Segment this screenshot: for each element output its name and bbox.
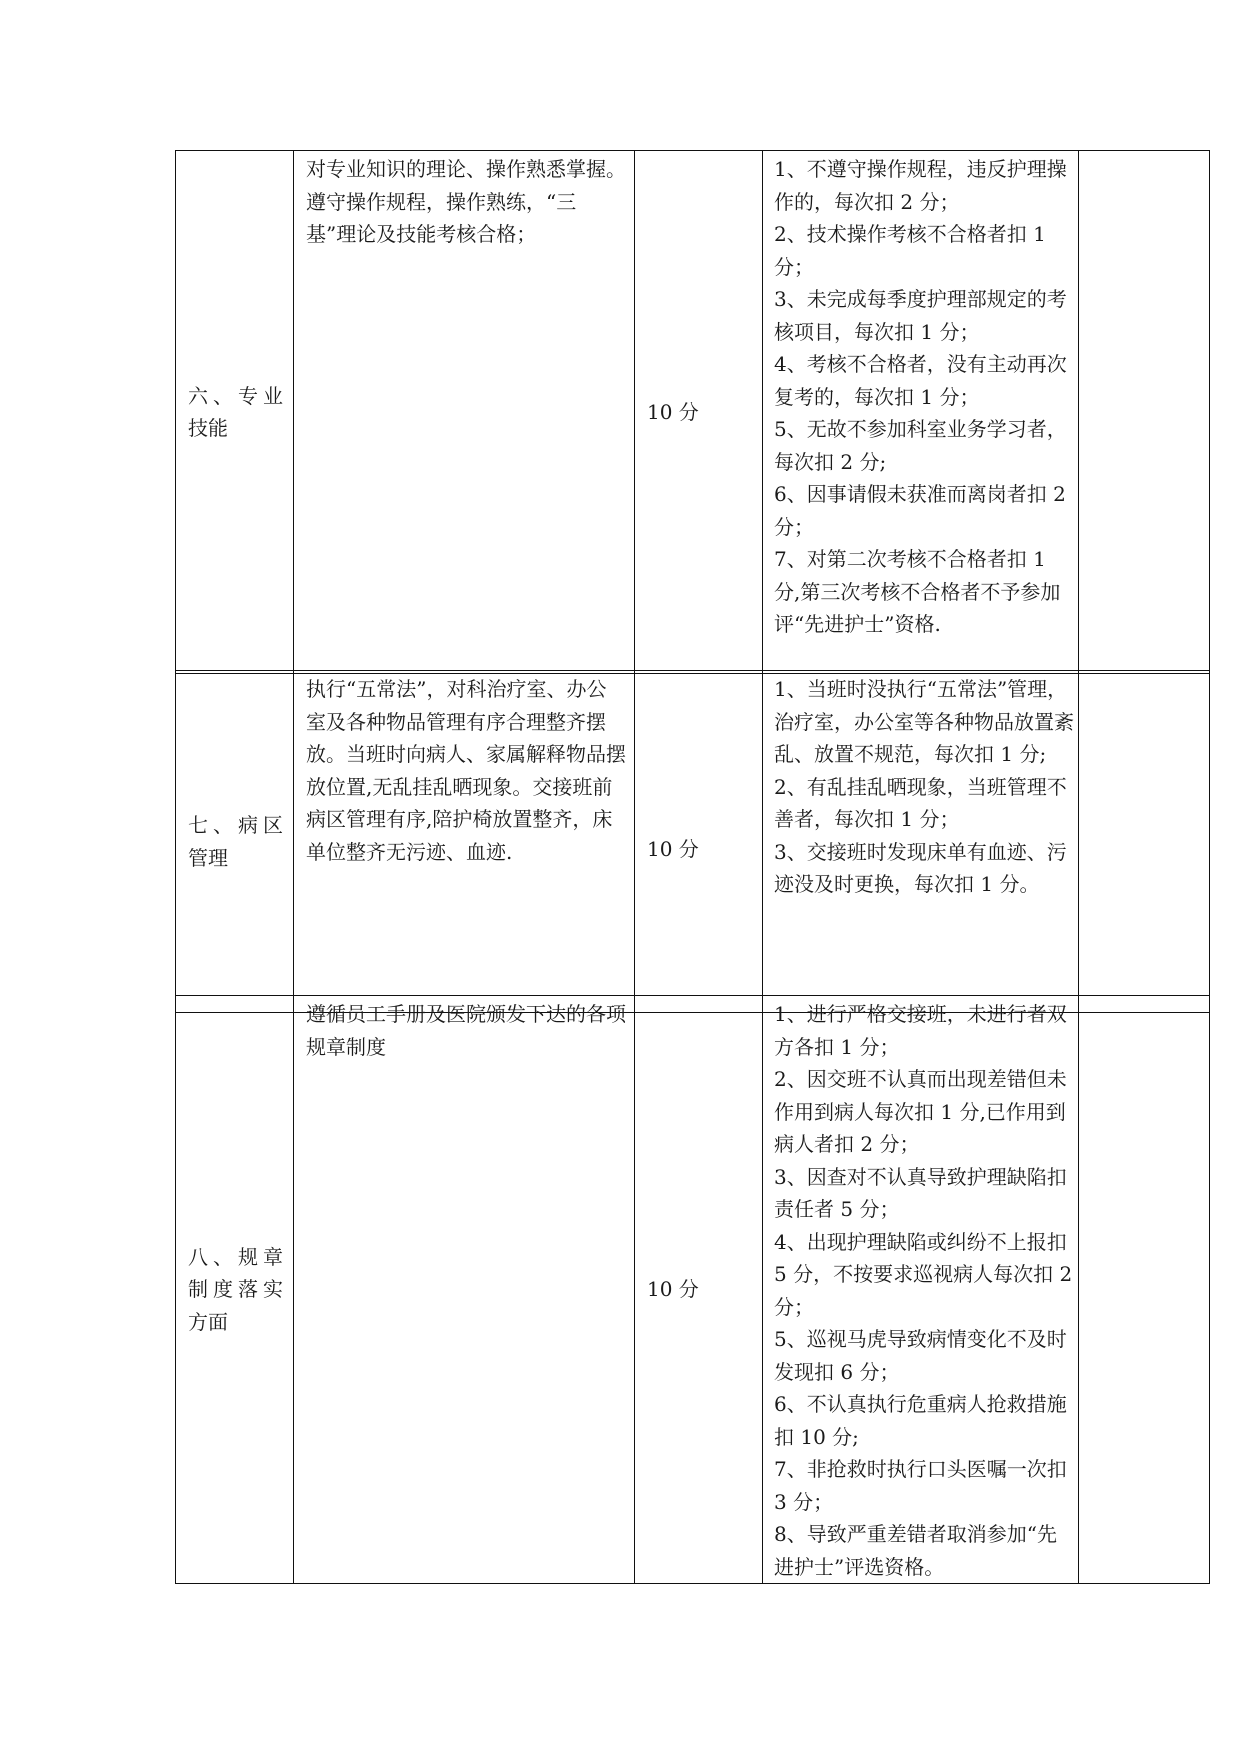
deduction-item: 8、导致严重差错者取消参加“先进护士”评选资格。 xyxy=(774,1522,1057,1579)
deduction-item: 7、非抢救时执行口头医嘱一次扣 3 分； xyxy=(774,1457,1067,1514)
deduction-item: 1、不遵守操作规程，违反护理操作的，每次扣 2 分； xyxy=(774,157,1067,214)
deduction-item: 4、考核不合格者，没有主动再次复考的，每次扣 1 分； xyxy=(774,352,1067,409)
deduction-item: 6、因事请假未获准而离岗者扣 2 分； xyxy=(774,482,1066,539)
deductions-cell xyxy=(763,996,1079,1584)
deduction-item: 2、技术操作考核不合格者扣 1 分； xyxy=(774,222,1046,279)
deduction-item: 1、当班时没执行“五常法”管理，治疗室，办公室等各种物品放置紊乱、放置不规范，每次扣 1 分; xyxy=(774,677,1074,766)
deductions-cell xyxy=(763,151,1079,674)
deduction-item: 6、不认真执行危重病人抢救措施扣 10 分; xyxy=(774,1392,1067,1449)
requirement-cell: 执行“五常法”，对科治疗室、办公室及各种物品管理有序合理整齐摆放。当班时向病人、家属解释物品摆放位置,无乱挂乱晒现象。交接班前病区管理有序,陪护椅放置整齐，床单位整齐无污迹、血迹. xyxy=(294,671,635,1013)
score-cell: 10 分 xyxy=(635,996,763,1584)
criteria-row-8 xyxy=(175,995,1210,1584)
category-cell: 七、病区管理 xyxy=(176,671,294,1013)
deduction-item: 3、因查对不认真导致护理缺陷扣责任者 5 分； xyxy=(774,1164,1067,1221)
remark-cell xyxy=(1079,996,1210,1584)
remark-cell xyxy=(1079,671,1210,1013)
criteria-row-7 xyxy=(175,670,1210,1013)
score-cell: 10 分 xyxy=(635,671,763,1013)
deduction-item: 2、有乱挂乱晒现象，当班管理不善者，每次扣 1 分； xyxy=(774,774,1067,831)
deduction-item: 5、无故不参加科室业务学习者，每次扣 2 分; xyxy=(774,417,1067,474)
deduction-item: 5、巡视马虎导致病情变化不及时发现扣 6 分； xyxy=(774,1327,1067,1384)
deduction-item: 3、交接班时发现床单有血迹、污迹没及时更换，每次扣 1 分。 xyxy=(774,839,1067,896)
requirement-cell: 对专业知识的理论、操作熟悉掌握。遵守操作规程，操作熟练，“三基”理论及技能考核合格； xyxy=(294,151,635,674)
remark-cell xyxy=(1079,151,1210,674)
category-cell: 八、规章制度落实方面 xyxy=(176,996,294,1584)
deduction-item: 7、对第二次考核不合格者扣 1 分,第三次考核不合格者不予参加评“先进护士”资格. xyxy=(774,547,1061,636)
requirement-cell: 遵循员工手册及医院颁发下达的各项规章制度 xyxy=(294,996,635,1584)
score-cell: 10 分 xyxy=(635,151,763,674)
deduction-item: 4、出现护理缺陷或纠纷不上报扣 5 分，不按要求巡视病人每次扣 2 分； xyxy=(774,1229,1073,1319)
deduction-item: 2、因交班不认真而出现差错但未作用到病人每次扣 1 分,已作用到病人者扣 2 分； xyxy=(774,1067,1067,1156)
deductions-cell xyxy=(763,671,1079,1013)
category-cell: 六、专业技能 xyxy=(176,151,294,674)
deduction-item: 1、进行严格交接班，未进行者双方各扣 1 分； xyxy=(774,1002,1067,1059)
criteria-row-6 xyxy=(175,150,1210,674)
deduction-item: 3、未完成每季度护理部规定的考核项目，每次扣 1 分； xyxy=(774,287,1067,344)
